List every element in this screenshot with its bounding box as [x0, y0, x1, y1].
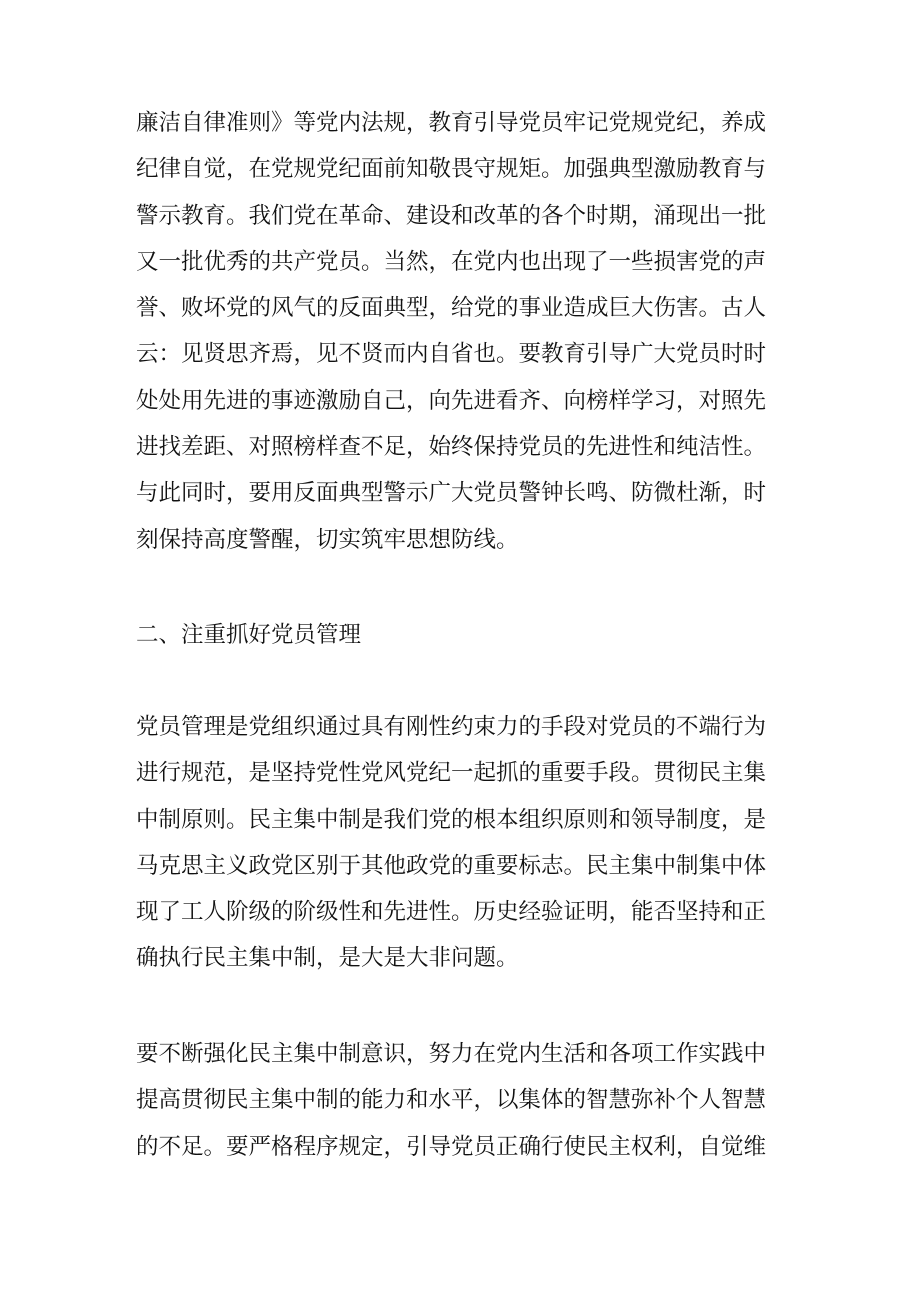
paragraph-party-discipline [136, 100, 766, 563]
text-line: 进找差距、对照榜样查不足，始终保持党员的先进性和纯洁性。 [136, 434, 767, 461]
text-line: 誉、败坏党的风气的反面典型，给党的事业造成巨大伤害。古人 [136, 295, 767, 322]
text-line: 云：见贤思齐焉，见不贤而内自省也。要教育引导广大党员时时 [136, 341, 767, 368]
text-line: 纪律自觉，在党规党纪面前知敬畏守规矩。加强典型激励教育与 [136, 156, 767, 183]
text-line: 确执行民主集中制，是大是大非问题。 [136, 945, 519, 972]
text-line: 现了工人阶级的阶级性和先进性。历史经验证明，能否坚持和正 [136, 899, 767, 926]
text-line: 马克思主义政党区别于其他政党的重要标志。民主集中制集中体 [136, 852, 767, 879]
text-line: 刻保持高度警醒，切实筑牢思想防线。 [136, 526, 519, 553]
heading-text: 二、注重抓好党员管理 [136, 622, 362, 648]
text-line: 与此同时，要用反面典型警示广大党员警钟长鸣、防微杜渐，时 [136, 480, 767, 507]
text-line: 又一批优秀的共产党员。当然，在党内也出现了一些损害党的声 [136, 248, 767, 275]
paragraph-member-management [136, 704, 766, 982]
text-line: 党员管理是党组织通过具有刚性约束力的手段对党员的不端行为 [136, 714, 767, 740]
text-line: 要不断强化民主集中制意识，努力在党内生活和各项工作实践中 [136, 1041, 767, 1067]
paragraph-democratic-centralism [136, 1031, 766, 1170]
text-line: 中制原则。民主集中制是我们党的根本组织原则和领导制度，是 [136, 806, 767, 833]
text-line: 处处用先进的事迹激励自己，向先进看齐、向榜样学习，对照先 [136, 387, 767, 414]
text-line: 警示教育。我们党在革命、建设和改革的各个时期，涌现出一批 [136, 202, 767, 229]
text-line: 进行规范，是坚持党性党风党纪一起抓的重要手段。贯彻民主集 [136, 760, 767, 787]
text-line: 提高贯彻民主集中制的能力和水平，以集体的智慧弥补个人智慧 [136, 1087, 767, 1114]
text-line: 廉洁自律准则》等党内法规，教育引导党员牢记党规党纪，养成 [136, 110, 767, 136]
section-heading [136, 612, 361, 658]
text-line: 的不足。要严格程序规定，引导党员正确行使民主权利，自觉维 [136, 1133, 767, 1160]
